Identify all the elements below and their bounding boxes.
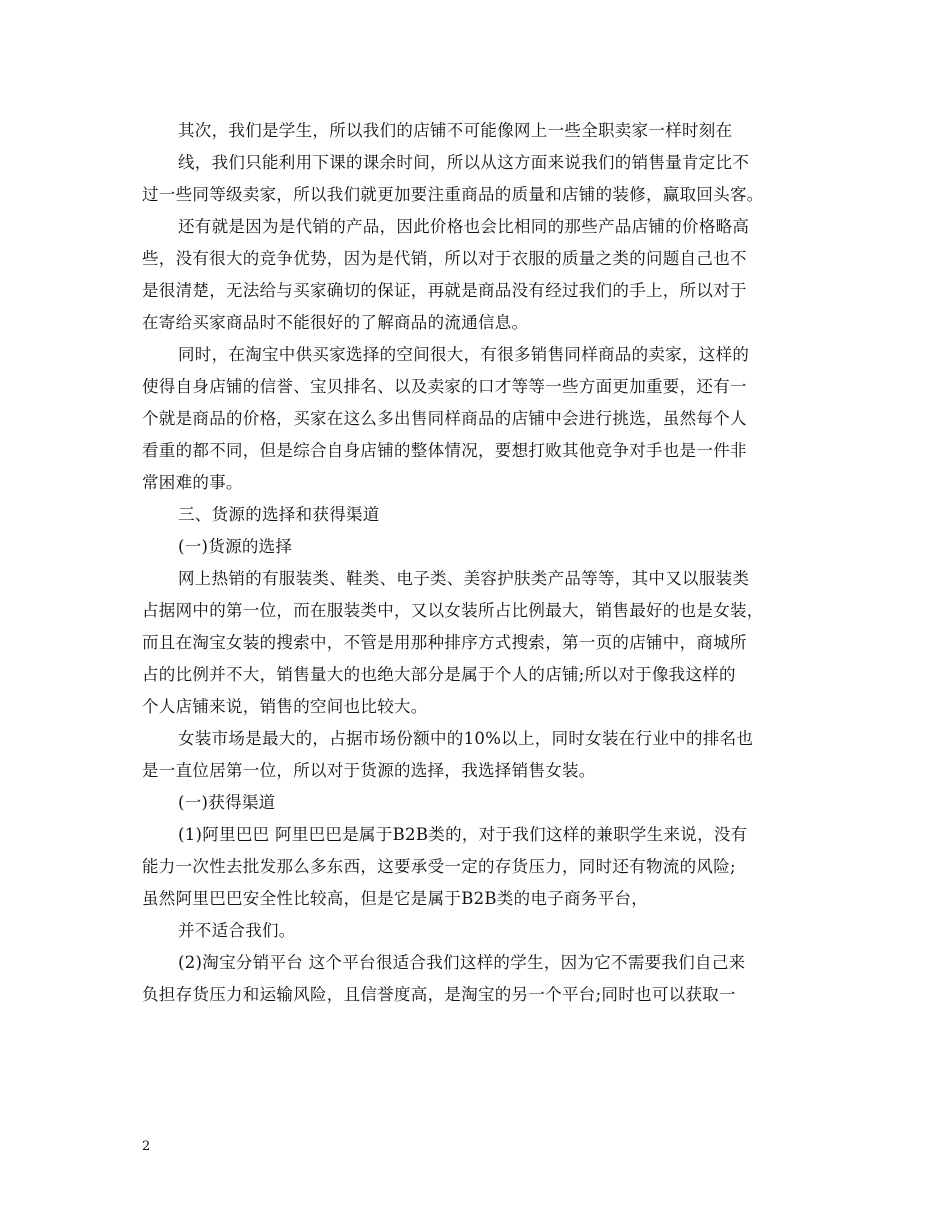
text-line: 个人店铺来说，销售的空间也比较大。 [142, 697, 428, 716]
text-line: (一)货源的选择 [178, 537, 293, 556]
text-line: 并不适合我们。 [178, 921, 296, 940]
text-line: (1)阿里巴巴 阿里巴巴是属于B2B类的，对于我们这样的兼职学生来说，没有 [178, 825, 748, 844]
body-text [142, 115, 822, 1011]
text-line: 而且在淘宝女装的搜索中，不管是用那种排序方式搜索，第一页的店铺中，商城所 [142, 633, 747, 652]
text-line: 虽然阿里巴巴安全性比较高，但是它是属于B2B类的电子商务平台， [142, 889, 649, 908]
text-line: 是一直位居第一位，所以对于货源的选择，我选择销售女装。 [142, 761, 596, 780]
text-line: 是很清楚，无法给与买家确切的保证，再就是商品没有经过我们的手上，所以对于 [142, 281, 747, 300]
text-line: 女装市场是最大的，占据市场份额中的10%以上，同时女装在行业中的排名也 [178, 729, 754, 748]
text-line: 些，没有很大的竞争优势，因为是代销，所以对于衣服的质量之类的问题自己也不 [142, 249, 747, 268]
text-line: 三、货源的选择和获得渠道 [178, 505, 380, 524]
text-line: 线，我们只能利用下课的课余时间，所以从这方面来说我们的销售量肯定比不 [178, 153, 750, 172]
text-line: 过一些同等级卖家，所以我们就更加要注重商品的质量和店铺的装修，赢取回头客。 [142, 185, 764, 204]
page-number: 2 [142, 1139, 151, 1154]
text-line: 还有就是因为是代销的产品，因此价格也会比相同的那些产品店铺的价格略高 [178, 217, 750, 236]
text-line: 网上热销的有服装类、鞋类、电子类、美容护肤类产品等等，其中又以服装类 [178, 569, 750, 588]
text-line: 常困难的事。 [142, 473, 243, 492]
text-line: 个就是商品的价格，买家在这么多出售同样商品的店铺中会进行挑选，虽然每个人 [142, 409, 747, 428]
text-line: 同时，在淘宝中供买家选择的空间很大，有很多销售同样商品的卖家，这样的 [178, 345, 750, 364]
text-line: 在寄给买家商品时不能很好的了解商品的流通信息。 [142, 313, 529, 332]
text-line: 看重的都不同，但是综合自身店铺的整体情况，要想打败其他竞争对手也是一件非 [142, 441, 747, 460]
text-line: (一)获得渠道 [178, 793, 276, 812]
text-line: 占的比例并不大，销售量大的也绝大部分是属于个人的店铺;所以对于像我这样的 [142, 665, 736, 684]
text-line: 其次，我们是学生，所以我们的店铺不可能像网上一些全职卖家一样时刻在 [178, 121, 733, 140]
text-line: (2)淘宝分销平台 这个平台很适合我们这样的学生，因为它不需要我们自己来 [178, 953, 746, 972]
text-line: 占据网中的第一位，而在服装类中，又以女装所占比例最大，销售最好的也是女装， [142, 601, 764, 620]
text-line: 能力一次性去批发那么多东西，这要承受一定的存货压力，同时还有物流的风险; [142, 857, 736, 876]
text-line: 使得自身店铺的信誉、宝贝排名、以及卖家的口才等等一些方面更加重要，还有一 [142, 377, 747, 396]
text-line: 负担存货压力和运输风险，且信誉度高，是淘宝的另一个平台;同时也可以获取一 [142, 985, 736, 1004]
